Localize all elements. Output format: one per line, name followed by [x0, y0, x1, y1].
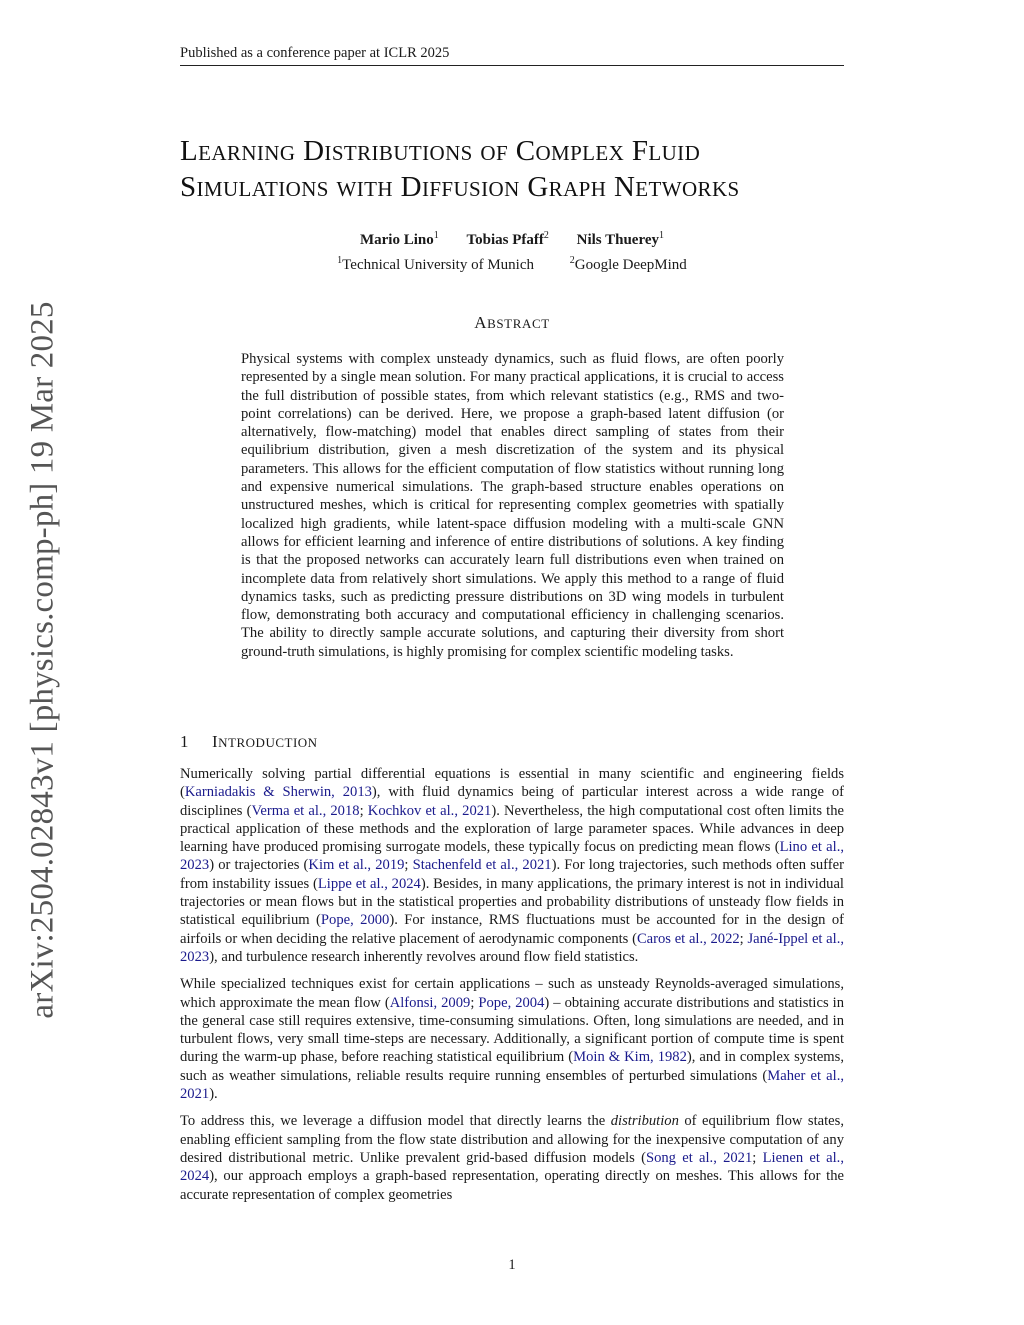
citation-link[interactable]: Song et al., 2021 — [645, 1149, 753, 1166]
citation-link[interactable]: Lippe et al., 2024 — [317, 875, 421, 892]
title-word-rest: OF — [480, 141, 509, 165]
citation-link[interactable]: Kim et al., 2019 — [308, 857, 405, 874]
author-affil-mark: 1 — [433, 230, 439, 241]
affil-name: Google DeepMind — [574, 257, 687, 273]
title-word — [303, 135, 473, 167]
title-line-1 — [180, 134, 880, 170]
affil-mark: 2 — [569, 255, 575, 266]
title-word — [180, 135, 295, 167]
author-affil-mark: 1 — [659, 230, 664, 241]
paragraph: To address this, we leverage a diffusion model that directly learns the distribution of equilibrium flow states, enabling efficient sampling from the flow state distribution and allowing for the inexpensive computation of any desired distributional metric. Unlike prevalent grid-based diffusion models (Song et al., 2021; Lienen et al., 2024), our approach employs a graph-based representation, operating directly on meshes. This allows for the accurate representation of complex geometries — [180, 1113, 844, 1203]
section-title-rest: NTRODUCTION — [218, 735, 318, 750]
citation-link[interactable]: Kochkov et al., 2021 — [367, 802, 492, 819]
page-number: 1 — [508, 1257, 516, 1273]
affiliation — [570, 257, 687, 273]
introduction-body — [180, 765, 844, 1213]
author-affil-mark: 2 — [543, 230, 549, 241]
section-number: 1 — [180, 732, 189, 751]
title-word — [632, 135, 700, 167]
title-word-rest: LUID — [648, 141, 701, 165]
paragraph: Numerically solving partial differential equations is essential in many scientific and engineering fields (Karniadakis & Sherwin, 2013), with fluid dynamics being of particular interest across a wide range of disciplines (Verma et al., 2018; Kochkov et al., 2021). Nevertheless, the high computational cost often limits the practical application of these methods and the exploration of large parameter spaces. While advances in deep learning have produced promising surrogate models, these typically focus on predicting mean flows (Lino et al., 2023) or trajectories (Kim et al., 2019; Stachenfeld et al., 2021). For long trajectories, such methods often suffer from instability issues (Lippe et al., 2024). Besides, in many applications, the primary interest is not in individual trajectories or mean flows but in the statistical properties and probability distributions of unsteady flow fields in statistical equilibrium (Pope, 2000). For instance, RMS fluctuations must be accounted for in the design of airfoils or when deciding the relative placement of aerodynamic components (Caros et al., 2022; Jané-Ippel et al., 2023), and turbulence research inherently revolves around flow field statistics. — [180, 766, 845, 965]
title-word-initial: F — [631, 135, 649, 167]
abstract-text: Physical systems with complex unsteady dynamics, such as fluid flows, are often poorly represented by a single mean solution. For many practical applications, it is crucial to access the full distribution of possible states, from which relevant statistics (e.g., RMS and two-point correlations) can be derived. Here, we propose a graph-based latent diffusion (or alternatively, flow-matching) model that enables direct sampling of states from their equilibrium distribution, given a mesh discretization of the system and its physical parameters. This allows for the efficient computation of flow statistics without running long and expensive numerical simulations. The graph-based structure enables operations on unstructured meshes, which is critical for representing complex geometries with spatially localized high gradients, while latent-space diffusion modeling with a multi-scale GNN allows for efficient learning and inference of entire distributions of solutions. A key finding is that the proposed networks can accurately learn full distributions even when trained on incomplete data from relatively short simulations. We apply this method to a range of fluid dynamics tasks, such as predicting pressure distributions on 3D wing models in turbulent flow, demonstrating both accuracy and computational efficiency in challenging scenarios. The ability to directly sample accurate solutions, and capturing their diversity from short ground-truth simulations, is highly promising for complex scientific modeling tasks. — [241, 351, 784, 660]
title-word-rest: WITH — [336, 177, 393, 201]
citation-link[interactable]: Stachenfeld et al., 2021 — [412, 857, 552, 874]
title-word-rest: OMPLEX — [535, 141, 625, 165]
title-word — [480, 135, 508, 167]
title-word-initial: N — [613, 171, 636, 203]
author — [360, 232, 439, 248]
title-word-initial: C — [515, 135, 536, 167]
title-line-2 — [180, 170, 880, 206]
arxiv-id: arXiv:2504.02843v1 [physics.comp-ph] 19 Mar 2025 — [24, 301, 61, 1019]
title-word-rest: RAPH — [548, 177, 607, 201]
citation-link[interactable]: Caros et al., 2022 — [636, 930, 740, 947]
citation-link[interactable]: Alfonsi, 2009 — [389, 994, 471, 1011]
paper-title — [180, 134, 880, 206]
title-word-initial: S — [180, 171, 197, 203]
emphasis: distribution — [610, 1113, 679, 1130]
title-word — [180, 171, 329, 203]
title-word — [516, 135, 625, 167]
title-word-rest: ISTRIBUTIONS — [324, 141, 473, 165]
title-word-rest: IMULATIONS — [196, 177, 329, 201]
title-word — [614, 171, 740, 203]
title-word-initial: D — [303, 135, 325, 167]
section-heading-introduction — [180, 732, 844, 752]
abstract-heading-cap: A — [474, 313, 488, 332]
title-word — [527, 171, 606, 203]
citation-link[interactable]: Pope, 2004 — [478, 994, 545, 1011]
citation-link[interactable]: Jané-Ippel et al., 2023 — [180, 930, 845, 965]
title-word — [401, 171, 520, 203]
affiliation — [337, 257, 534, 273]
affil-mark: 1 — [337, 255, 343, 266]
title-word-initial: G — [527, 171, 549, 203]
title-word-rest: ETWORKS — [635, 177, 740, 201]
title-word-initial: D — [400, 171, 422, 203]
citation-link[interactable]: Lienen et al., 2024 — [180, 1149, 844, 1185]
citation-link[interactable]: Verma et al., 2018 — [251, 802, 360, 819]
citation-link[interactable]: Maher et al., 2021 — [180, 1067, 844, 1103]
abstract-heading — [180, 313, 844, 333]
abstract-heading-rest: BSTRACT — [487, 316, 550, 331]
citation-link[interactable]: Karniadakis & Sherwin, 2013 — [184, 784, 372, 801]
author-name: Nils Thuerey — [576, 232, 659, 248]
author — [577, 232, 664, 248]
citation-link[interactable]: Pope, 2000 — [320, 912, 390, 929]
author-list — [180, 226, 844, 250]
citation-link[interactable]: Moin & Kim, 1982 — [573, 1049, 687, 1066]
title-word-initial: L — [180, 135, 199, 167]
author-name: Tobias Pfaff — [466, 232, 544, 248]
title-word-rest: EARNING — [198, 141, 296, 165]
affil-name: Technical University of Munich — [342, 257, 534, 273]
author — [466, 232, 548, 248]
citation-link[interactable]: Lino et al., 2023 — [180, 839, 844, 874]
paragraph: While specialized techniques exist for certain applications – such as unsteady Reynolds-averaged simulations, which approximate the mean flow (Alfonsi, 2009; Pope, 2004) – obtaining accurate distributions and statistics in the general case still requires extensive, time-consuming simulations. Often, long simulations are needed, and in turbulent flows, very small time-steps are necessary. Additionally, a significant portion of compute time is spent during the warm-up phase, before reaching statistical equilibrium (Moin & Kim, 1982), and in complex systems, such as weather simulations, reliable results require running ensembles of perturbed simulations (Maher et al., 2021). — [180, 976, 844, 1103]
title-word — [337, 171, 393, 203]
affiliation-list — [180, 251, 844, 275]
running-header: Published as a conference paper at ICLR 2025 — [180, 44, 844, 66]
section-title-cap: I — [212, 732, 219, 751]
author-name: Mario Lino — [359, 232, 434, 248]
title-word-rest: IFFUSION — [421, 177, 520, 201]
